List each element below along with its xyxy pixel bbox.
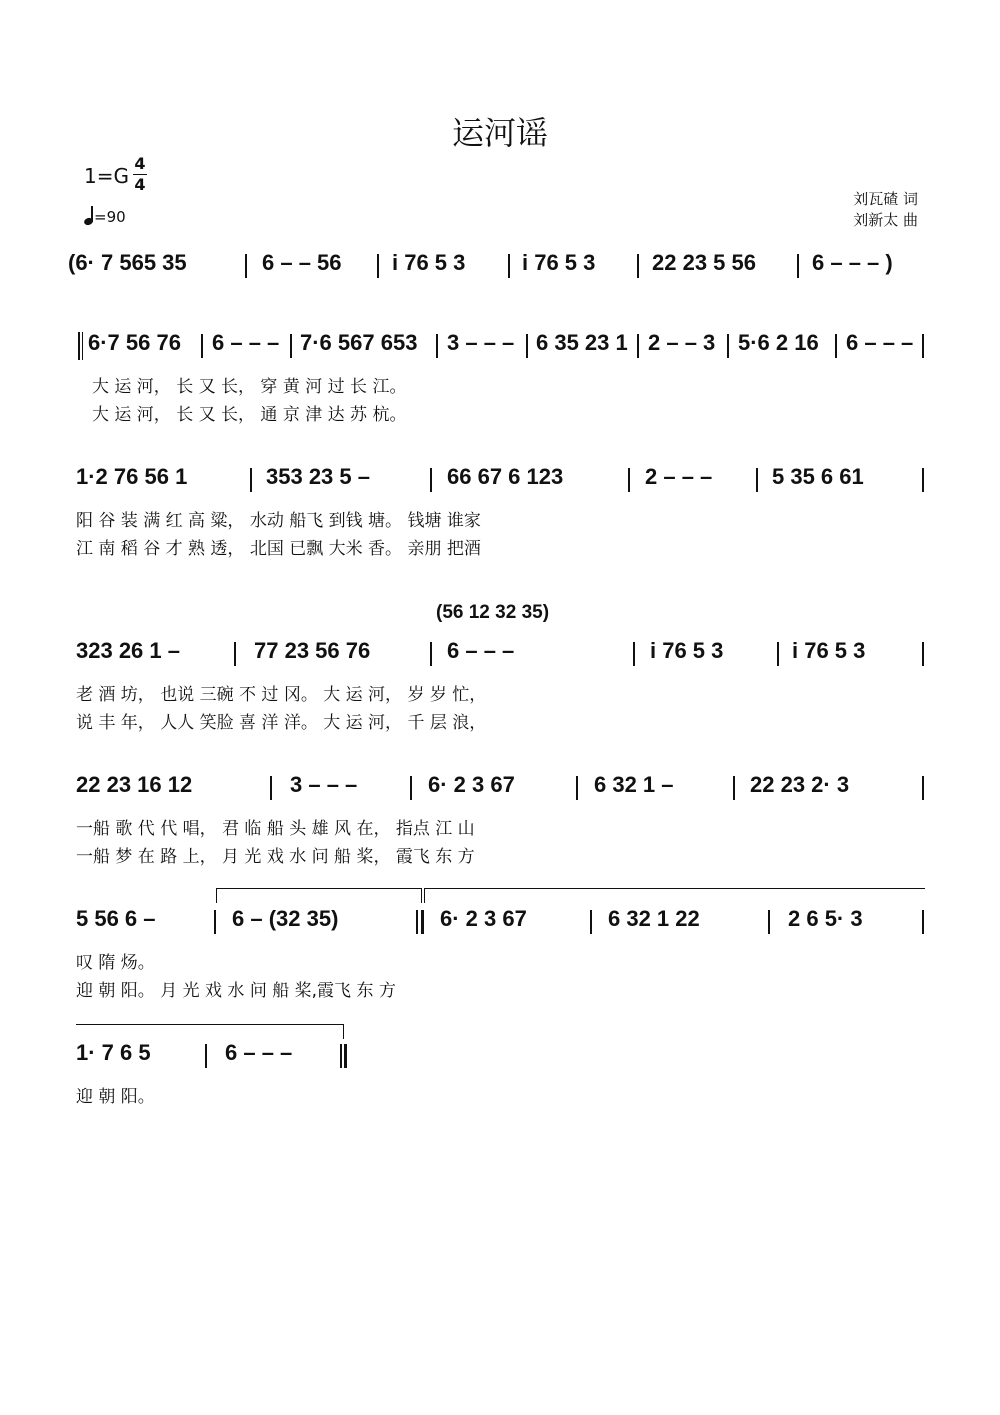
measure: 2 6 5· 3 <box>788 906 863 931</box>
time-signature-bottom: 4 <box>134 175 146 194</box>
measure: 6· 2 3 67 <box>440 906 527 931</box>
measure: 22 23 5 56 <box>652 250 756 275</box>
lyric-verse-2: 迎 朝 阳。 月 光 戏 水 问 船 桨,霞飞 东 方 <box>76 981 396 1001</box>
tempo-value: =90 <box>94 208 126 226</box>
composer-credit: 刘新太 曲 <box>853 211 918 229</box>
measure: 1·2 76 56 1 <box>76 464 188 489</box>
lyric-verse-1: 叹 隋 炀。 <box>76 953 155 973</box>
measure: 3 – – – <box>290 772 358 797</box>
lyric-verse-2: 江 南 稻 谷 才 熟 透， 北国 已飘 大米 香。 亲朋 把酒 <box>76 539 481 559</box>
volta-bracket-1 <box>216 888 422 903</box>
lyric-verse-1: 迎 朝 阳。 <box>76 1087 155 1107</box>
measure: 6 35 23 1 <box>536 330 628 355</box>
measure: 6·7 56 76 <box>88 330 181 355</box>
lyric-verse-2: 一船 梦 在 路 上， 月 光 戏 水 问 船 桨， 霞飞 东 方 <box>76 847 475 867</box>
measure: 5 56 6 – <box>76 906 156 931</box>
measure: 6 – – – <box>447 638 515 663</box>
measure: 22 23 16 12 <box>76 772 193 797</box>
lyric-verse-2: 说 丰 年， 人人 笑脸 喜 洋 洋。 大 运 河， 千 层 浪， <box>76 713 487 733</box>
measure: (6· 7 565 35 <box>68 250 187 275</box>
measure: i 76 5 3 <box>792 638 866 663</box>
measure: 7·6 567 653 <box>300 330 418 355</box>
measure: 2 – – 3 <box>648 330 716 355</box>
measure: 6 – – – <box>846 330 914 355</box>
song-title: 运河谣 <box>451 114 548 152</box>
volta-bracket-2 <box>424 888 925 903</box>
measure: 6 – – 56 <box>262 250 342 275</box>
measure: 6 – – – <box>212 330 280 355</box>
time-signature <box>133 155 147 194</box>
lyric-verse-1: 大 运 河， 长 又 长， 穿 黄 河 过 长 江。 <box>92 377 407 397</box>
interlude: (56 12 32 35) <box>436 602 550 623</box>
measure: 6· 2 3 67 <box>428 772 515 797</box>
measure: i 76 5 3 <box>522 250 596 275</box>
measure: i 76 5 3 <box>650 638 724 663</box>
measure: 77 23 56 76 <box>254 638 371 663</box>
measure: 5·6 2 16 <box>738 330 819 355</box>
measure: 6 – – – <box>225 1040 293 1065</box>
measure: 323 26 1 – <box>76 638 180 663</box>
coda-bracket <box>76 1024 344 1039</box>
lyric-verse-1: 老 酒 坊， 也说 三碗 不 过 冈。 大 运 河， 岁 岁 忙， <box>76 685 487 705</box>
time-signature-top: 4 <box>134 154 146 173</box>
measure: 22 23 2· 3 <box>750 772 850 797</box>
lyric-verse-1: 阳 谷 装 满 红 高 粱， 水动 船飞 到钱 塘。 钱塘 谁家 <box>76 511 481 531</box>
lyric-verse-1: 一船 歌 代 代 唱， 君 临 船 头 雄 风 在， 指点 江 山 <box>76 819 475 839</box>
measure: 5 35 6 61 <box>772 464 864 489</box>
measure: 353 23 5 – <box>266 464 370 489</box>
key-signature: 1=G <box>84 164 129 188</box>
measure: 6 32 1 22 <box>608 906 700 931</box>
measure: 1· 7 6 5 <box>76 1040 151 1065</box>
measure: 6 – – – ) <box>812 250 893 275</box>
measure: i 76 5 3 <box>392 250 466 275</box>
measure: 2 – – – <box>645 464 713 489</box>
lyricist-credit: 刘瓦碴 词 <box>853 190 918 208</box>
measure: 6 32 1 – <box>594 772 674 797</box>
measure: 3 – – – <box>447 330 515 355</box>
measure: 66 67 6 123 <box>447 464 564 489</box>
tempo-marking <box>84 206 126 226</box>
lyric-verse-2: 大 运 河， 长 又 长， 通 京 津 达 苏 杭。 <box>92 405 407 425</box>
measure: 6 – (32 35) <box>232 906 339 931</box>
quarter-note-icon <box>84 206 94 226</box>
